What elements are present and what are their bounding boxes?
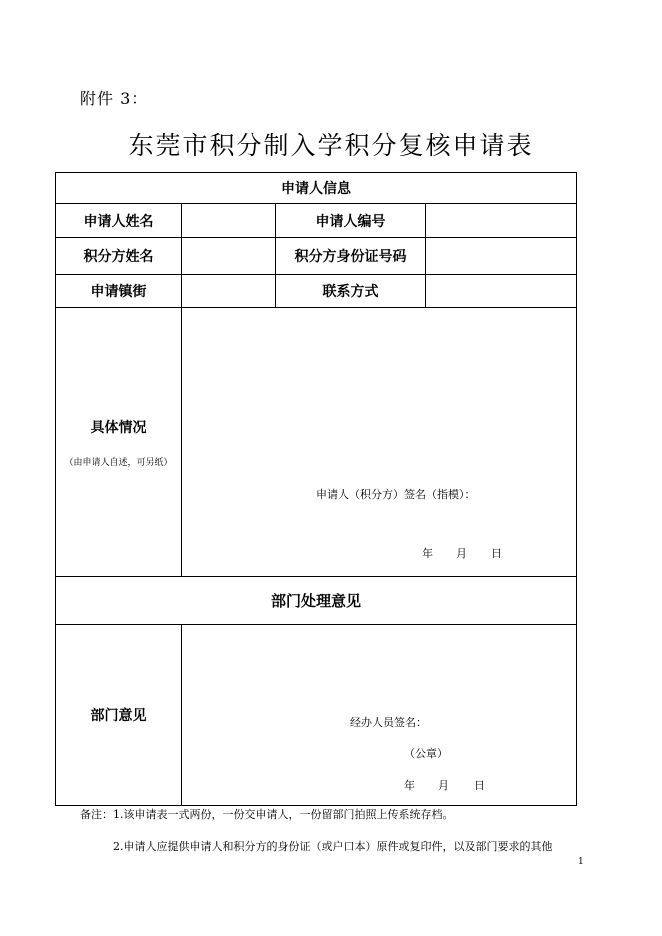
applicant-name-label: 申请人姓名 xyxy=(56,204,182,238)
points-holder-idcard-label: 积分方身份证号码 xyxy=(276,238,426,275)
points-holder-name-label: 积分方姓名 xyxy=(56,238,182,275)
details-sub-label: （由申请人自述，可另纸） xyxy=(64,457,173,468)
applicant-date-year: 年 xyxy=(422,547,433,560)
department-date-day: 日 xyxy=(474,779,485,792)
details-field[interactable] xyxy=(182,308,577,577)
details-label: 具体情况 xyxy=(90,419,147,436)
contact-label: 联系方式 xyxy=(276,275,426,308)
note-2: 2.申请人应提供申请人和积分方的身份证（或户口本）原件或复印件，以及部门要求的其他 xyxy=(113,840,553,853)
attachment-label: 附件 3： xyxy=(80,89,149,108)
applicant-signature-label: 申请人（积分方）签名（指模）： xyxy=(316,488,476,501)
details-label-cell xyxy=(56,308,182,577)
points-holder-idcard-field[interactable] xyxy=(426,238,577,275)
applicant-name-field[interactable] xyxy=(182,204,276,238)
applicant-date-day: 日 xyxy=(491,547,502,560)
official-seal-label: （公章） xyxy=(404,747,448,760)
page-title: 东莞市积分制入学积分复核申请表 xyxy=(128,131,534,160)
applicant-info-header: 申请人信息 xyxy=(56,173,577,204)
note-1: 备注：1.该申请表一式两份，一份交申请人，一份留部门拍照上传系统存档。 xyxy=(80,808,454,821)
department-opinion-header: 部门处理意见 xyxy=(56,577,577,625)
department-date-month: 月 xyxy=(438,779,449,792)
department-opinion-label: 部门意见 xyxy=(56,625,182,806)
applicant-id-field[interactable] xyxy=(426,204,577,238)
officer-signature-label: 经办人员签名： xyxy=(350,716,427,729)
department-opinion-field[interactable] xyxy=(182,625,577,806)
points-holder-name-field[interactable] xyxy=(182,238,276,275)
contact-field[interactable] xyxy=(426,275,577,308)
town-field[interactable] xyxy=(182,275,276,308)
applicant-date-month: 月 xyxy=(456,547,467,560)
application-form-table xyxy=(55,172,577,806)
town-label: 申请镇街 xyxy=(56,275,182,308)
page-number: 1 xyxy=(578,857,584,867)
applicant-id-label: 申请人编号 xyxy=(276,204,426,238)
department-date-year: 年 xyxy=(404,779,415,792)
